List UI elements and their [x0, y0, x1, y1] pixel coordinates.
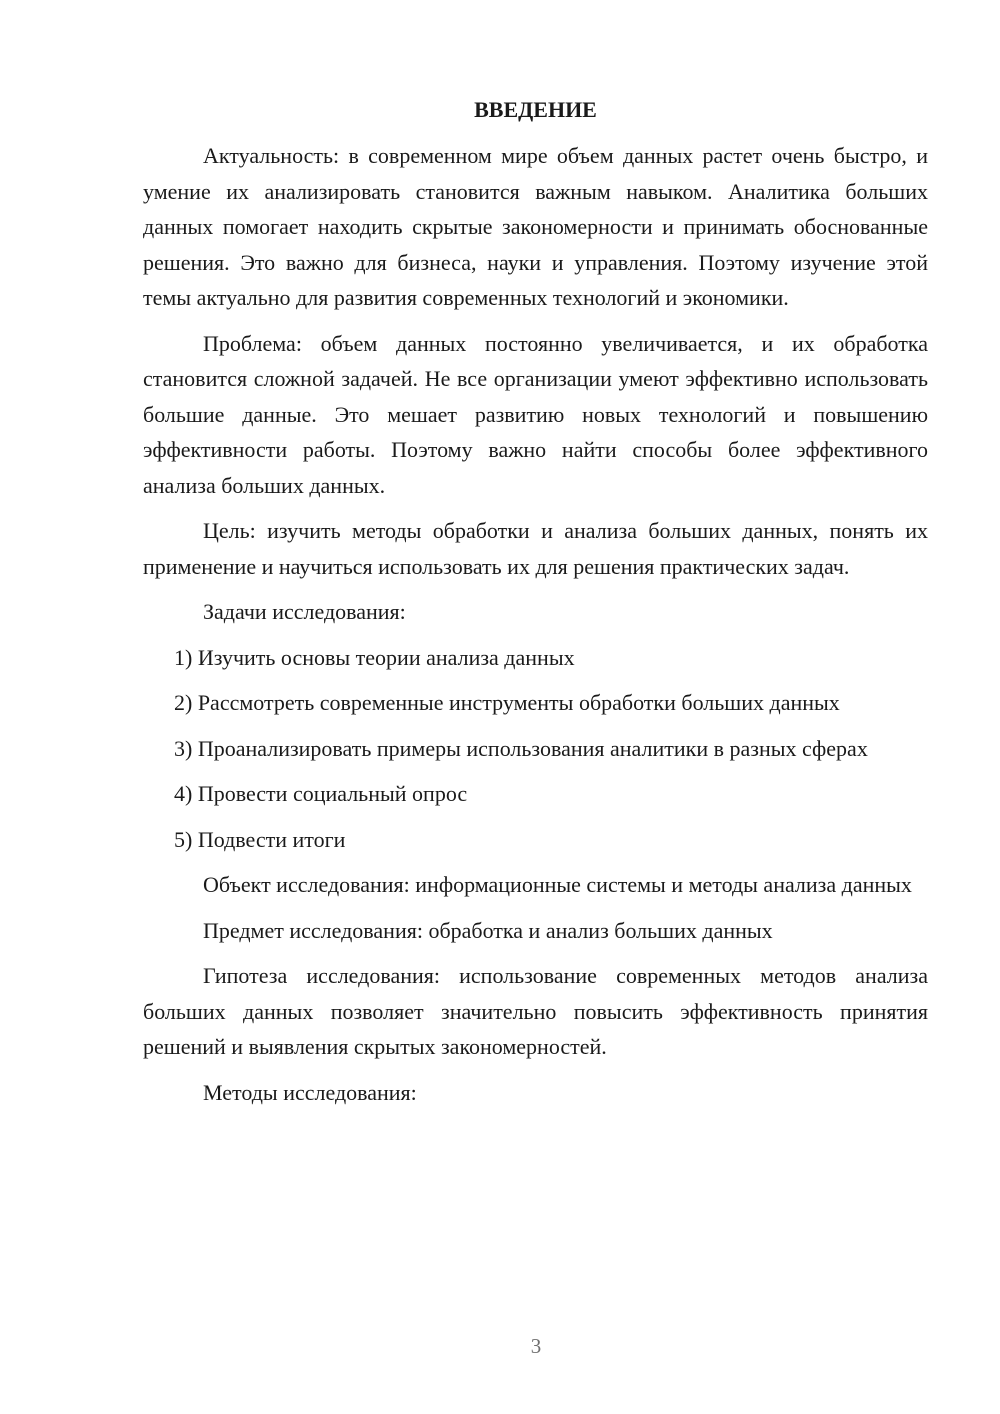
paragraph-tasks-heading: Задачи исследования:	[203, 599, 406, 624]
task-item-4: 4) Провести социальный опрос	[174, 781, 468, 806]
paragraph-goal: Цель: изучить методы обработки и анализа больших данных, понять их применение и научиться использовать их для решения практических задач.	[143, 518, 928, 579]
paragraph-relevance: Актуальность: в современном мире объем данных растет очень быстро, и умение их анализировать становится важным навыком. Аналитика больших данных помогает находить скрытые закономерности и принимать обоснованные решения. Это важно для бизнеса, науки и управления. Поэтому изучение этой темы актуально для развития современных технологий и экономики.	[143, 143, 928, 310]
page-title: ВВЕДЕНИЕ	[474, 97, 597, 122]
page-number: 3	[530, 1334, 542, 1358]
task-item-3: 3) Проанализировать примеры использования аналитики в разных сферах	[174, 735, 868, 761]
paragraph-problem: Проблема: объем данных постоянно увеличивается, и их обработка становится сложной задачей. Не все организации умеют эффективно использовать большие данные. Это мешает развитию новых технологий и повышению эффективности работы. Поэтому важно найти способы более эффективного анализа больших данных.	[143, 330, 928, 498]
paragraph-methods-heading: Методы исследования:	[203, 1079, 417, 1105]
task-item-1: 1) Изучить основы теории анализа данных	[174, 644, 575, 670]
paragraph-subject: Предмет исследования: обработка и анализ больших данных	[203, 917, 773, 943]
paragraph-hypothesis: Гипотеза исследования: использование современных методов анализа больших данных позволяет значительно повысить эффективность принятия решений и выявления скрытых закономерностей.	[143, 963, 928, 1059]
paragraph-object: Объект исследования: информационные системы и методы анализа данных	[203, 872, 912, 897]
task-item-2: 2) Рассмотреть современные инструменты обработки больших данных	[174, 690, 840, 715]
task-item-5: 5) Подвести итоги	[174, 826, 346, 852]
page-content	[143, 92, 928, 1120]
